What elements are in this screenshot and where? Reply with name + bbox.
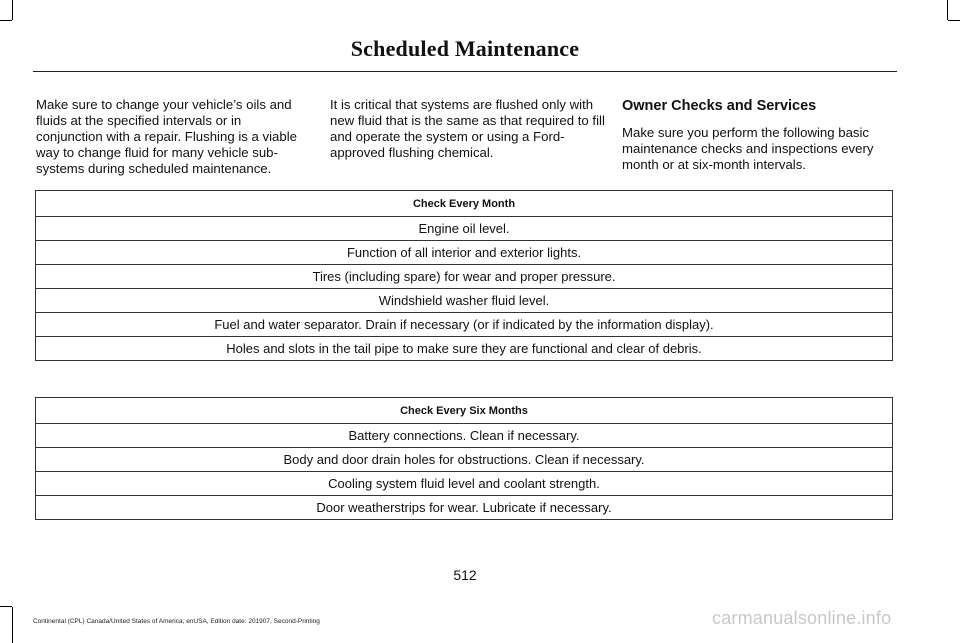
- header-rule: [33, 71, 897, 72]
- intro-paragraph-3: Make sure you perform the following basic maintenance checks and inspections every month or at six-month intervals.: [622, 125, 874, 172]
- crop-mark-bottom-left-v: [12, 607, 13, 643]
- page-title: Scheduled Maintenance: [350, 36, 580, 61]
- table-header: Check Every Month: [36, 191, 893, 217]
- table-cell: Engine oil level.: [36, 217, 893, 241]
- section-heading: Owner Checks and Services: [622, 98, 817, 114]
- watermark: carmanualsonline.info: [712, 608, 892, 628]
- table-row: [36, 265, 893, 289]
- crop-mark-top-left-h: [0, 20, 12, 21]
- table-cell: Windshield washer fluid level.: [36, 289, 893, 313]
- table-row: [36, 424, 893, 448]
- intro-column-2: [330, 97, 605, 161]
- monthly-checks-table: [35, 190, 893, 361]
- table-row: [36, 472, 893, 496]
- table-row: [36, 217, 893, 241]
- crop-mark-top-left-v: [12, 0, 13, 20]
- table-row: [36, 448, 893, 472]
- table-cell: Cooling system fluid level and coolant strength.: [36, 472, 893, 496]
- table-header: Check Every Six Months: [36, 398, 893, 424]
- table-row: [36, 313, 893, 337]
- intro-column-1: [36, 97, 311, 177]
- table-cell: Tires (including spare) for wear and proper pressure.: [36, 265, 893, 289]
- edition-footer: Continental (CPL) Canada/United States of America, enUSA, Edition date: 201907, Second-Printing: [33, 618, 320, 625]
- table-cell: Holes and slots in the tail pipe to make sure they are functional and clear of debris.: [36, 337, 893, 361]
- table-cell: Battery connections. Clean if necessary.: [36, 424, 893, 448]
- table-cell: Fuel and water separator. Drain if necessary (or if indicated by the information display).: [36, 313, 893, 337]
- intro-paragraph-2: It is critical that systems are flushed only with new fluid that is the same as that required to fill and operate the system or using a Ford-approved flushing chemical.: [330, 97, 605, 160]
- intro-column-3: [622, 97, 897, 173]
- crop-mark-top-right-h: [948, 20, 960, 21]
- table-row: [36, 241, 893, 265]
- page-number: 512: [453, 567, 477, 583]
- table-row: [36, 337, 893, 361]
- crop-mark-top-right-v: [947, 0, 948, 20]
- intro-paragraph-1: Make sure to change your vehicle’s oils and fluids at the specified intervals or in conjunction with a repair. Flushing is a viable way to change fluid for many vehicle sub-systems during scheduled maintenance.: [36, 97, 297, 176]
- table-cell: Body and door drain holes for obstructions. Clean if necessary.: [36, 448, 893, 472]
- table-row: [36, 496, 893, 520]
- table-cell: Function of all interior and exterior lights.: [36, 241, 893, 265]
- table-row: [36, 289, 893, 313]
- table-cell: Door weatherstrips for wear. Lubricate if necessary.: [36, 496, 893, 520]
- six-month-checks-table: [35, 397, 893, 520]
- crop-mark-bottom-left-h: [0, 606, 12, 607]
